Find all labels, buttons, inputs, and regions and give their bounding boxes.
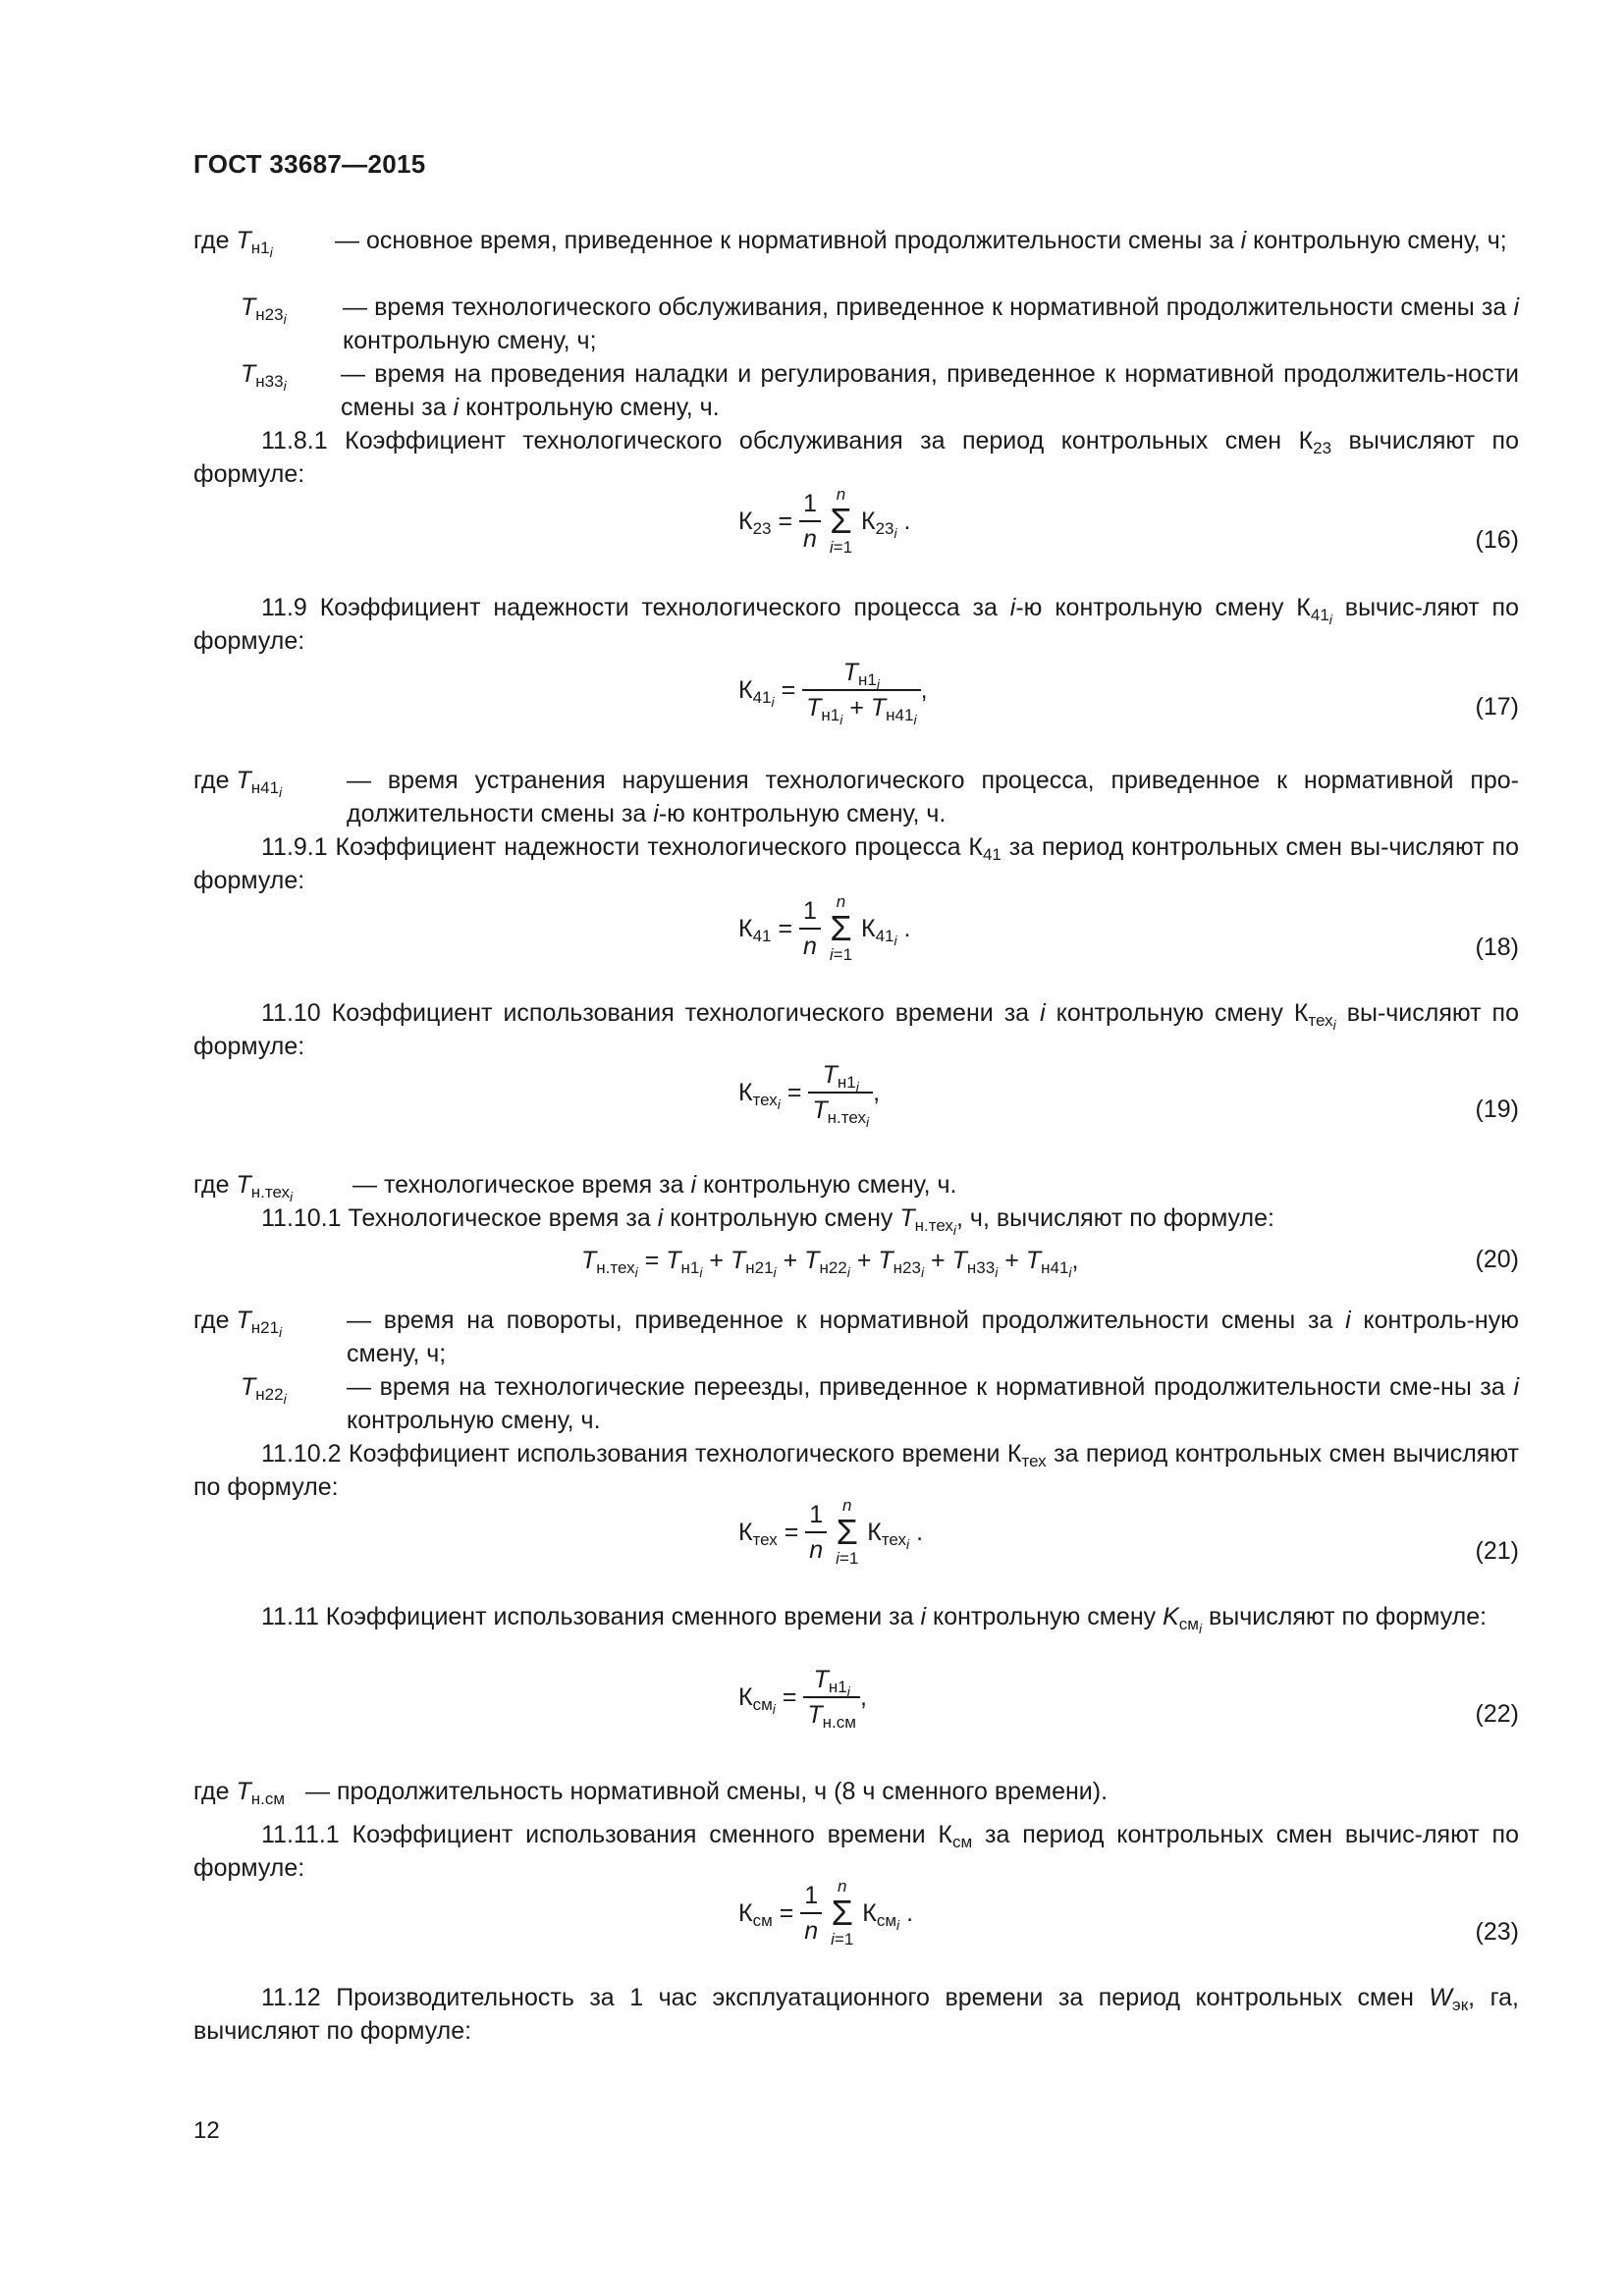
formula-number: (23) <box>1475 1918 1519 1946</box>
formula-19: $К_{тех_i}$ = $\frac{T_{н1_i}}{T_{н.тех_i}}$ , (19) <box>738 1061 1519 1130</box>
paragraph-11-12: 11.12 Производительность за 1 час эксплуатационного времени за период контрольных смен $W_{эк}$, га, вычисляют по формуле: <box>193 1984 1519 2045</box>
page-header: ГОСТ 33687—2015 <box>193 149 426 179</box>
definition-tntex: где $T_{н.тех_i}$ — технологическое время за i контрольную смену, ч. <box>193 1171 957 1204</box>
definition-tnsm: где $T_{н.см}$ — продолжительность нормативной смены, ч (8 ч сменного времени). <box>193 1778 1109 1808</box>
paragraph-11-10-2: 11.10.2 Коэффициент использования технологического времени $К_{тех}$ за период контрольных смен вычисляют по формуле: <box>193 1440 1519 1501</box>
formula-16: $К_{23}$ = $\frac{1}{n}$ n Σ i=1 $К_{23_i}$ . (16) <box>738 485 1519 557</box>
paragraph-11-11: 11.11 Коэффициент использования сменного времени за i контрольную смену $K_{см_i}$ вычисляют по формуле: <box>261 1603 1488 1636</box>
definition-tn23: $T_{н23_i}$ — время технологического обслуживания, приведенное к нормативной продолжительности смены за i контрольную смену, ч; <box>241 294 1519 354</box>
paragraph-11-10: 11.10 Коэффициент использования технологического времени за i контрольную смену $К_{тех_i}$ вы-числяют по формуле: <box>193 999 1519 1060</box>
document-page <box>193 0 1519 2296</box>
formula-number: (22) <box>1475 1700 1519 1728</box>
formula-number: (19) <box>1475 1095 1519 1123</box>
formula-number: (21) <box>1475 1537 1519 1565</box>
formula-18: $К_{41}$ = $\frac{1}{n}$ n Σ i=1 $К_{41_i}$ . (18) <box>738 892 1519 964</box>
paragraph-11-9: 11.9 Коэффициент надежности технологического процесса за i-ю контрольную смену $К_{41_i}$ вычис-ляют по формуле: <box>193 594 1519 655</box>
formula-number: (17) <box>1475 693 1519 721</box>
definition-tn21: где $T_{н21_i}$ — время на повороты, приведенное к нормативной продолжительности смены за i контроль-ную смену, ч; <box>193 1307 1519 1367</box>
definition-tn33: $T_{н33_i}$ — время на проведения наладки и регулирования, приведенное к нормативной продолжитель-ности смены за i контрольную смену, ч. <box>241 360 1519 421</box>
formula-number: (18) <box>1475 934 1519 961</box>
paragraph-11-8-1: 11.8.1 Коэффициент технологического обслуживания за период контрольных смен $К_{23}$ вычисляют по формуле: <box>193 427 1519 488</box>
formula-20: $T_{н.тех_i} = T_{н1_i} + T_{н21_i} + T_{н22_i} + T_{н23_i} + T_{н33_i} + T_{н41_i}$, (20) <box>193 1235 1519 1284</box>
formula-21: $К_{тех}$ = $\frac{1}{n}$ n Σ i=1 $К_{тех_i}$ . (21) <box>738 1496 1519 1568</box>
paragraph-11-11-1: 11.11.1 Коэффициент использования сменного времени $К_{см}$ за период контрольных смен вычис-ляют по формуле: <box>193 1821 1520 1882</box>
paragraph-11-9-1: 11.9.1 Коэффициент надежности технологического процесса $К_{41}$ за период контрольных смен вы-числяют по формуле: <box>193 833 1519 894</box>
formula-22: $К_{см_i}$ = $\frac{T_{н1_i}}{T_{н.см}}$ , (22) <box>738 1666 1519 1732</box>
page-number: 12 <box>193 2117 220 2144</box>
formula-23: $К_{см}$ = $\frac{1}{n}$ n Σ i=1 $К_{см_i}$ . (23) <box>738 1877 1519 1949</box>
definition-tn22: $T_{н22_i}$ — время на технологические переезды, приведенное к нормативной продолжительности сме-ны за i контрольную смену, ч. <box>241 1373 1519 1434</box>
definition-tn41: где $T_{н41_i}$ — время устранения нарушения технологического процесса, приведенное к нормативной про-должительности смены за i-ю контрольную смену, ч. <box>193 767 1519 828</box>
formula-17: $К_{41_i}$ = $\frac{T_{н1_i}}{T_{н1_i} + T_{н41_i}}$ , (17) <box>738 659 1519 727</box>
formula-number: (16) <box>1475 526 1519 554</box>
definition-tn1: где $T_{н1_i}$ — основное время, приведенное к нормативной продолжительности смены за i контрольную смену, ч; <box>193 227 1507 260</box>
paragraph-11-10-1: 11.10.1 Технологическое время за i контрольную смену $T_{н.тех_i}$, ч, вычисляют по формуле: <box>261 1204 1274 1238</box>
formula-number: (20) <box>1475 1246 1519 1273</box>
